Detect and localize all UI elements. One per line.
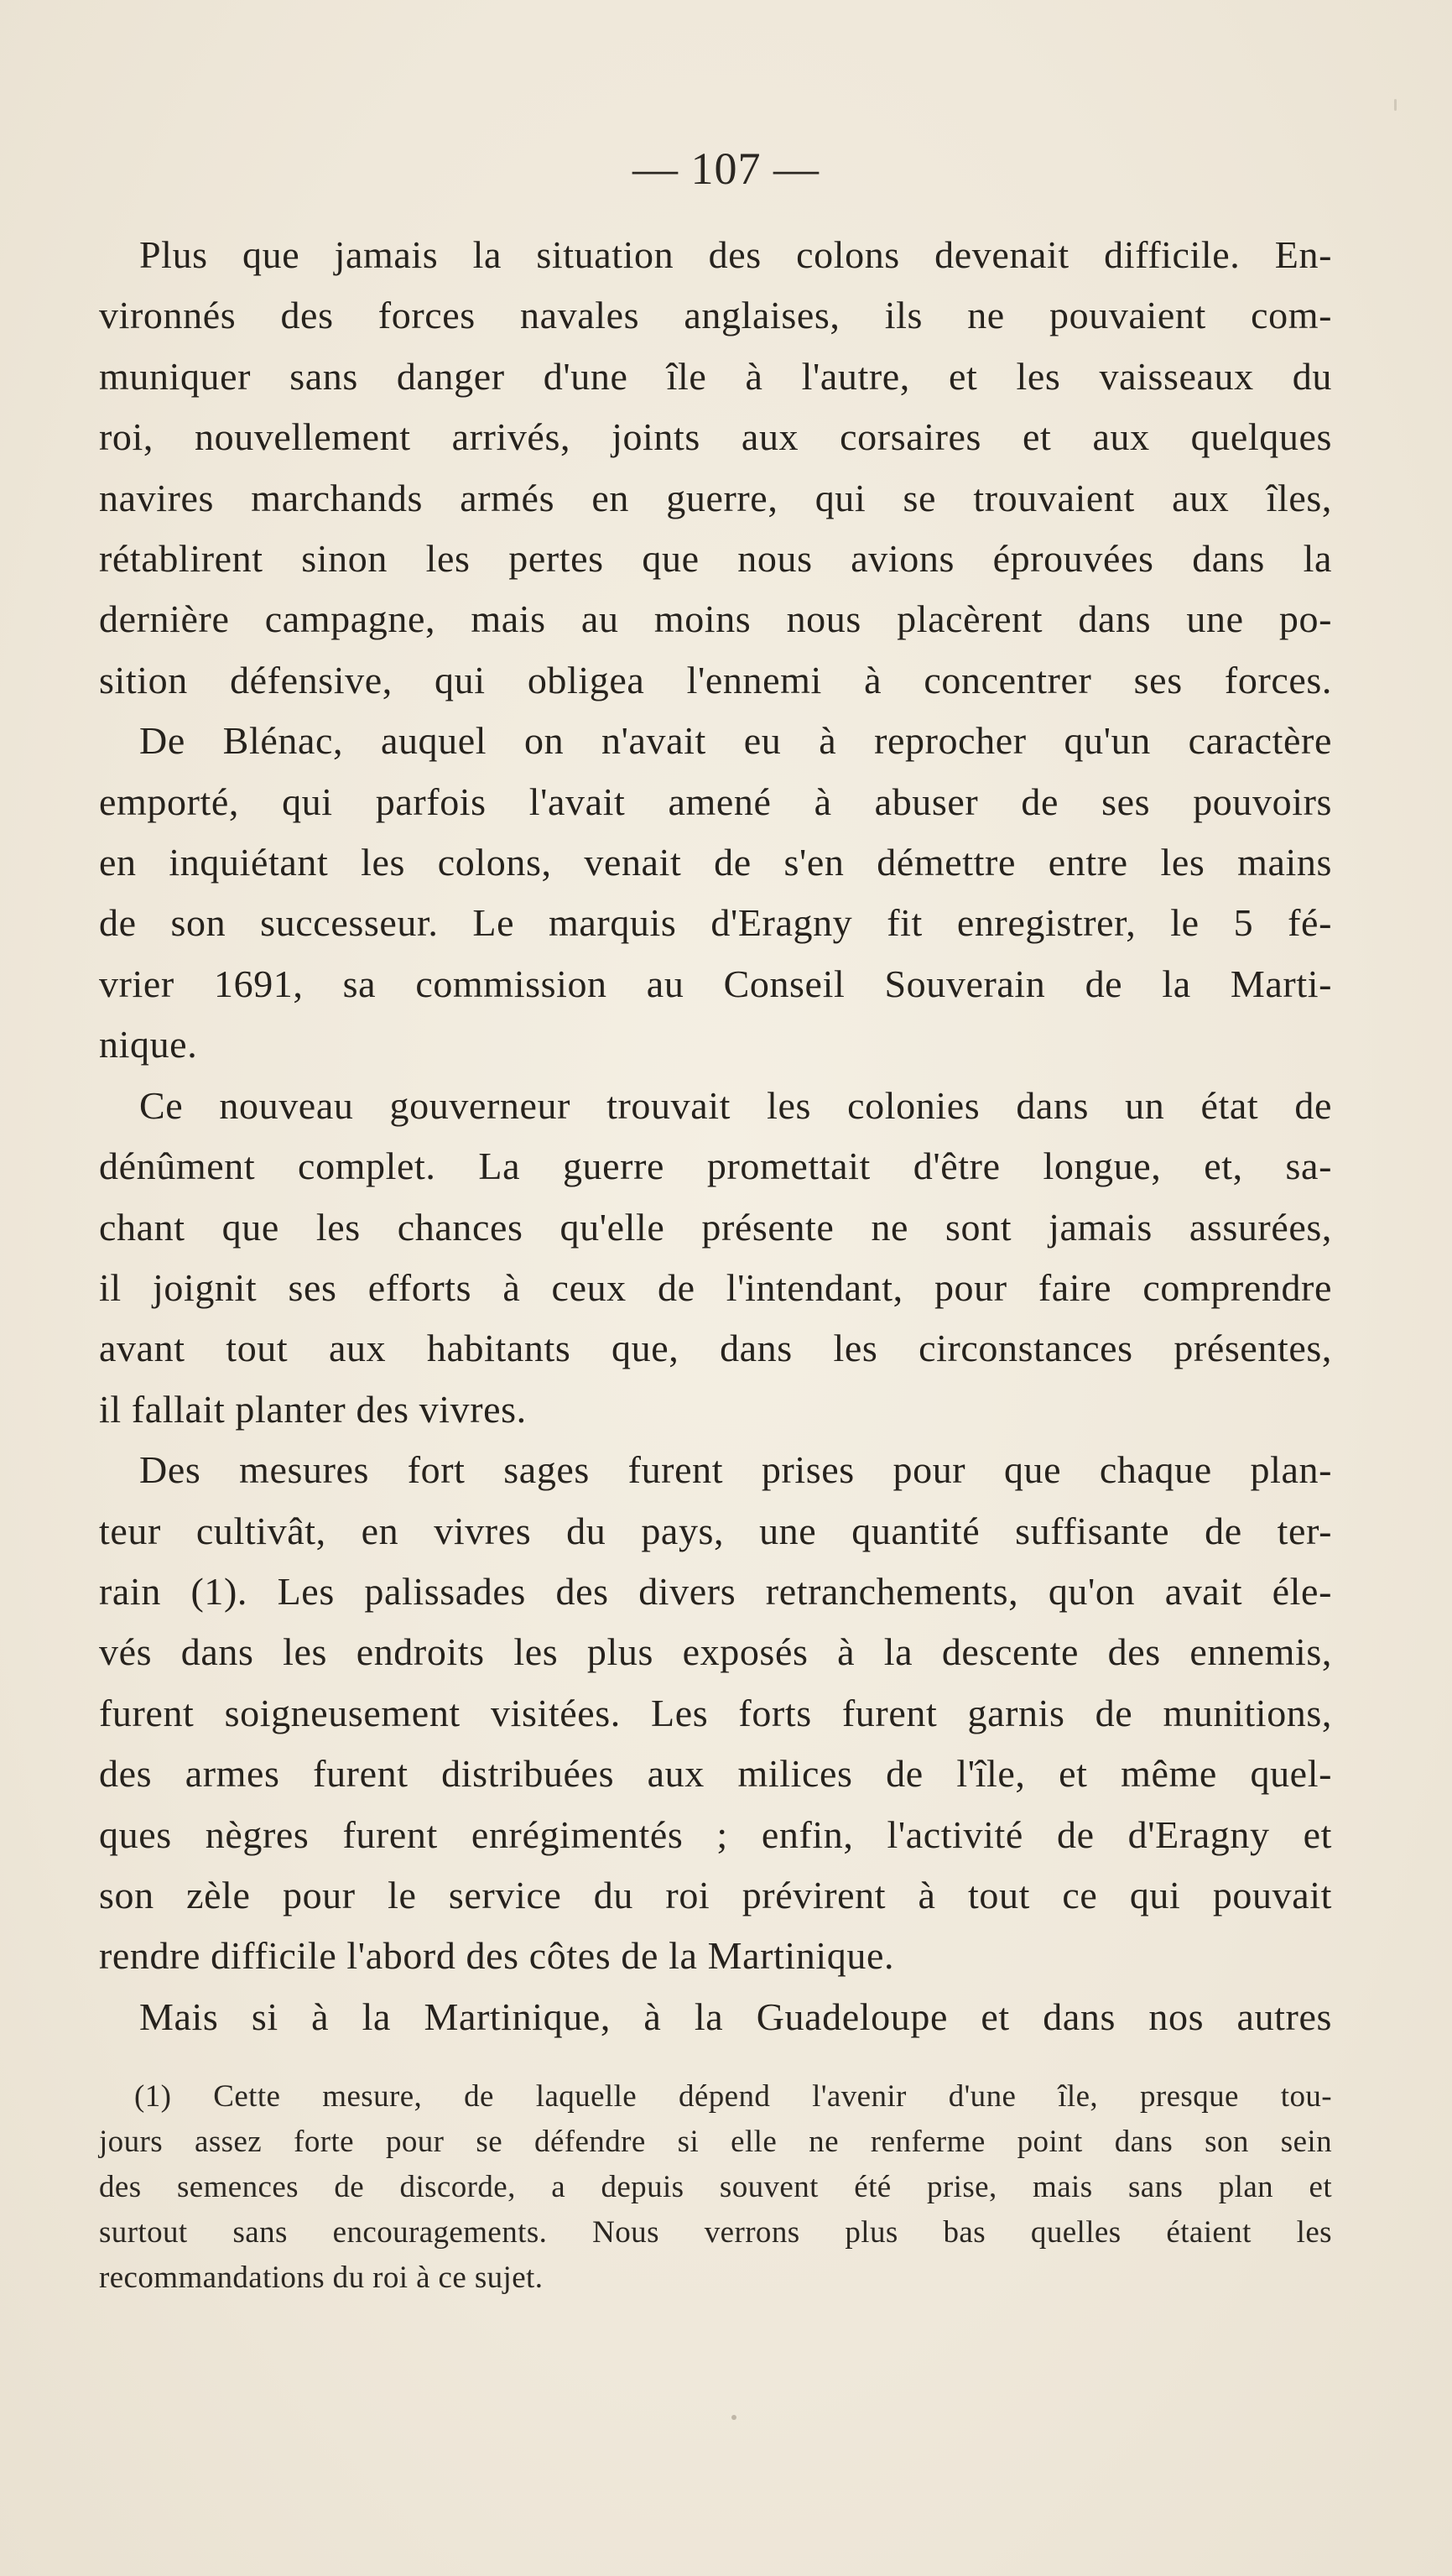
paragraph-4 xyxy=(99,1440,1332,1987)
footnote-line: surtout sans encouragements. Nous verrons plus bas quelles étaient les xyxy=(99,2215,1332,2250)
paragraph-3 xyxy=(99,1076,1332,1440)
text-line: muniquer sans danger d'une île à l'autre, et les vaisseaux du xyxy=(99,354,1332,398)
footnote-line: jours assez forte pour se défendre si elle ne renferme point dans son sein xyxy=(99,2125,1332,2159)
text-line: il fallait planter des vivres. xyxy=(99,1387,527,1431)
text-line: sition défensive, qui obligea l'ennemi à concentrer ses forces. xyxy=(99,658,1332,701)
paragraph-5 xyxy=(99,1987,1332,2047)
text-line: roi, nouvellement arrivés, joints aux corsaires et aux quelques xyxy=(99,415,1332,459)
text-line: Ce nouveau gouverneur trouvait les colonies dans un état de xyxy=(139,1083,1332,1127)
text-line: rain (1). Les palissades des divers retranchements, qu'on avait éle- xyxy=(99,1569,1332,1613)
text-line: furent soigneusement visitées. Les forts furent garnis de munitions, xyxy=(99,1691,1332,1734)
text-line: avant tout aux habitants que, dans les circonstances présentes, xyxy=(99,1327,1332,1370)
text-line: son zèle pour le service du roi prévirent à tout ce qui pouvait xyxy=(99,1873,1332,1916)
text-line: Plus que jamais la situation des colons devenait difficile. En- xyxy=(139,233,1332,276)
text-line: De Blénac, auquel on n'avait eu à reprocher qu'un caractère xyxy=(139,719,1332,763)
text-line: Mais si à la Martinique, à la Guadeloupe et dans nos autres xyxy=(139,1995,1332,2038)
paragraph-1 xyxy=(99,225,1332,711)
text-line: emporté, qui parfois l'avait amené à abuser de ses pouvoirs xyxy=(99,780,1332,823)
text-line: vironnés des forces navales anglaises, ils ne pouvaient com- xyxy=(99,294,1332,337)
text-line: nique. xyxy=(99,1023,198,1066)
paragraph-2 xyxy=(99,711,1332,1075)
text-line: rendre difficile l'abord des côtes de la Martinique. xyxy=(99,1934,895,1978)
text-line: de son successeur. Le marquis d'Eragny fit enregistrer, le 5 fé- xyxy=(99,901,1332,945)
page-number: — 107 — xyxy=(632,143,820,194)
text-line: rétablirent sinon les pertes que nous avions éprouvées dans la xyxy=(99,537,1332,581)
footnote-line: des semences de discorde, a depuis souvent été prise, mais sans plan et xyxy=(99,2170,1332,2204)
text-line: dénûment complet. La guerre promettait d'être longue, et, sa- xyxy=(99,1145,1332,1188)
paper-speck xyxy=(731,2415,736,2420)
text-line: vés dans les endroits les plus exposés à la descente des ennemis, xyxy=(99,1630,1332,1674)
text-line: teur cultivât, en vivres du pays, une quantité suffisante de ter- xyxy=(99,1509,1332,1552)
text-line: il joignit ses efforts à ceux de l'intendant, pour faire comprendre xyxy=(99,1265,1332,1309)
text-line: vrier 1691, sa commission au Conseil Souverain de la Marti- xyxy=(99,962,1332,1005)
paper-speck xyxy=(1394,99,1397,111)
footnote-line: recommandations du roi à ce sujet. xyxy=(99,2261,544,2295)
text-line: dernière campagne, mais au moins nous placèrent dans une po- xyxy=(99,597,1332,641)
text-line: Des mesures fort sages furent prises pour que chaque plan- xyxy=(139,1448,1332,1492)
text-line: navires marchands armés en guerre, qui se trouvaient aux îles, xyxy=(99,476,1332,519)
footnote xyxy=(99,2074,1332,2301)
text-line: des armes furent distribuées aux milices de l'île, et même quel- xyxy=(99,1752,1332,1796)
text-line: chant que les chances qu'elle présente ne sont jamais assurées, xyxy=(99,1205,1332,1249)
text-line: en inquiétant les colons, venait de s'en démettre entre les mains xyxy=(99,841,1332,884)
footnote-line: (1) Cette mesure, de laquelle dépend l'avenir d'une île, presque tou- xyxy=(134,2079,1332,2114)
body-text xyxy=(99,225,1332,2047)
text-line: ques nègres furent enrégimentés ; enfin, l'activité de d'Eragny et xyxy=(99,1812,1332,1856)
